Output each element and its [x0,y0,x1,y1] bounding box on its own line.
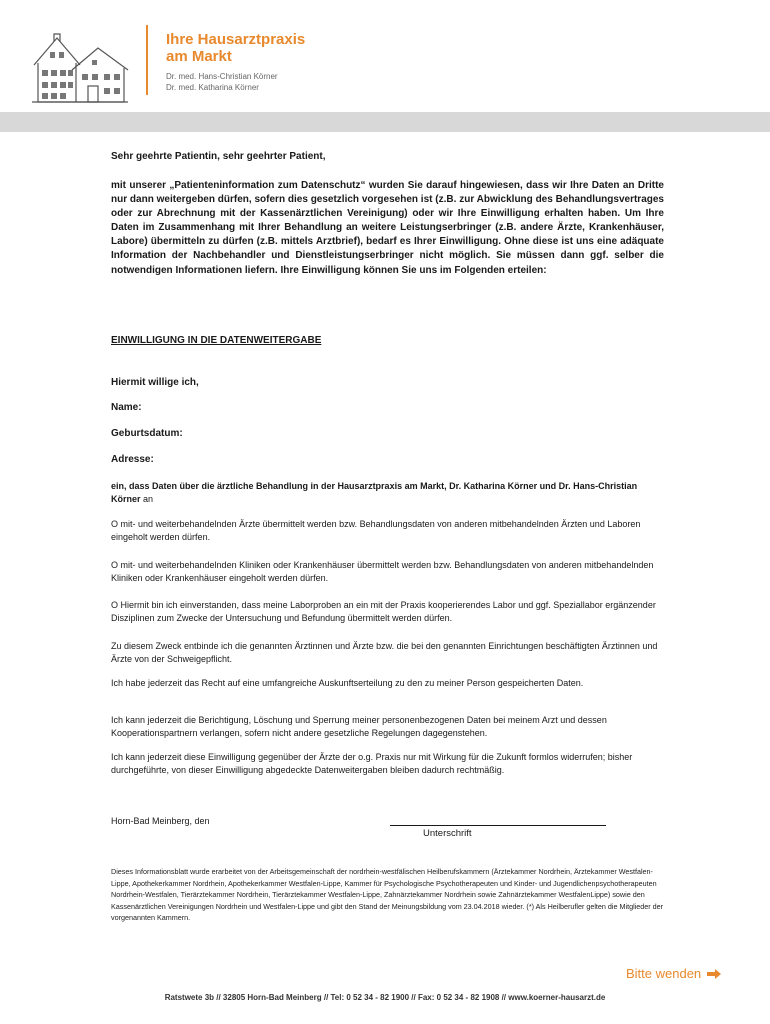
revocation-paragraph: Ich kann jederzeit diese Einwilligung gegenüber der Ärzte der o.g. Praxis nur mit Wirkung für die Zukunft formlos widerrufen; bisher durchgeführte, von dieser Einwilligung abgedeckte Datenweitergaben bleiben dadurch rechtmäßig. [111,752,633,775]
turn-over-label: Bitte wenden [626,966,702,981]
doctor-name: Dr. med. Katharina Körner [166,83,259,92]
header-divider [146,25,148,95]
practice-name-line2: am Markt [166,48,232,65]
salutation: Sehr geehrte Patientin, sehr geehrter Patient, [111,151,326,162]
signature-line [390,825,606,826]
turn-over-note [626,966,721,982]
practice-logo [28,28,130,106]
option-lab: O Hiermit bin ich einverstanden, dass meine Laborproben an ein mit der Praxis kooperierendes Labor und ggf. Speziallabor ergänzender Disziplinen zum Zwecke der Untersuchung und Befundung übermittelt werden dürfen. [111,600,656,623]
doctor-name: Dr. med. Hans-Christian Körner [166,72,278,81]
correction-right-paragraph: Ich kann jederzeit die Berichtigung, Löschung und Sperrung meiner personenbezogenen Daten bei meinem Arzt und dessen Kooperationspartnern verlangen, sofern nicht andere gesetzliche Regelungen dagegenstehen. [111,715,607,738]
information-right-paragraph: Ich habe jederzeit das Recht auf eine umfangreiche Auskunftserteilung zu den zu meiner Person gespeicherten Daten. [111,678,584,688]
place-date-label: Horn-Bad Meinberg, den [111,816,210,826]
name-label: Name: [111,402,142,413]
practice-name [166,31,366,65]
signature-label: Unterschrift [423,828,472,839]
footer-address: Ratstwete 3b // 32805 Horn-Bad Meinberg // Tel: 0 52 34 - 82 1900 // Fax: 0 52 34 - 82 1908 // www.koerner-hausarzt.de [164,993,606,1002]
right-arrow-icon [707,969,721,979]
consent-scope-bold: ein, dass Daten über die ärztliche Behandlung in der Hausarztpraxis am Markt, Dr. Katharina Körner und Dr. Hans-Christian Körner [111,481,638,504]
address-label: Adresse: [111,454,154,465]
consent-willing: Hiermit willige ich, [111,377,199,388]
consent-heading: EINWILLIGUNG IN DIE DATENWEITERGABE [111,335,322,346]
birthdate-label: Geburtsdatum: [111,428,183,439]
footnote: Dieses Informationsblatt wurde erarbeitet von der Arbeitsgemeinschaft der nordrhein-westfälischen Heilberufskammern (Ärztekammer Nordrhein, Ärztekammer Westfalen-Lippe, Apothekerkammer Nordrhein, Apothekerkammer Westfalen-Lippe, Kammer für Psychologische Psychotherapeuten und Kinder- und Jugendlichenpsychotherapeuten Nordrhein-Westfalen, Tierärztekammer Nordrhein, Tierärztekammer Westfalen-Lippe, Zahnärztekammer Nordrhein sowie Zahnärztekammer WestfalenLippe) sowie den Kassenärztlichen Vereinigungen Nordrhein und Westfalen-Lippe und gibt den Stand der Meinungsbildung vom 23.04.2018 wieder. (*) Als Heilberufler gelten die Mitglieder der vorgenannten Kammern. [111,867,664,922]
option-doctors: O mit- und weiterbehandelnden Ärzte übermittelt werden bzw. Behandlungsdaten von anderen mitbehandelnden Ärzten und Laboren eingeholt werden dürfen. [111,519,641,542]
intro-paragraph: mit unserer „Patienteninformation zum Datenschutz“ wurden Sie darauf hingewiesen, dass wir Ihre Daten an Dritte nur dann weitergeben dürfen, sofern dies gesetzlich vorgesehen ist (z.B. zur Abwicklung des Behandlungsvertrages oder zur Abrechnung mit der Kassenärztlichen Vereinigung) oder wir Ihre Einwilligung erhalten haben. Um Ihre Daten im Zusammenhang mit Ihrer Behandlung an weitere Leistungserbringer (z.B. andere Ärzte, Krankenhäuser, Labore) übermitteln zu dürfen (z.B. mittels Arztbrief), bedarf es Ihrer Einwilligung. Ohne diese ist uns eine adäquate Information der Nachbehandler und Dienstleistungserbringer nicht möglich. Sie müssen dann ggf. selber die notwendigen Informationen liefern. Ihre Einwilligung können Sie uns im Folgenden erteilen: [111,180,664,276]
practice-name-line1: Ihre Hausarztpraxis [166,31,306,48]
consent-scope [111,480,664,505]
header-band [0,112,770,132]
consent-scope-tail: an [140,493,154,504]
doctor-list [166,71,278,93]
option-clinics: O mit- und weiterbehandelnden Kliniken oder Krankenhäuser übermittelt werden bzw. Behandlungsdaten von anderen mitbehandelnden Kliniken oder Krankenhäuser eingeholt werden dürfen. [111,560,654,583]
release-paragraph: Zu diesem Zweck entbinde ich die genannten Ärztinnen und Ärzte bzw. die bei den genannten Einrichtungen beschäftigten Ärztinnen und Ärzte von der Schweigepflicht. [111,641,658,664]
